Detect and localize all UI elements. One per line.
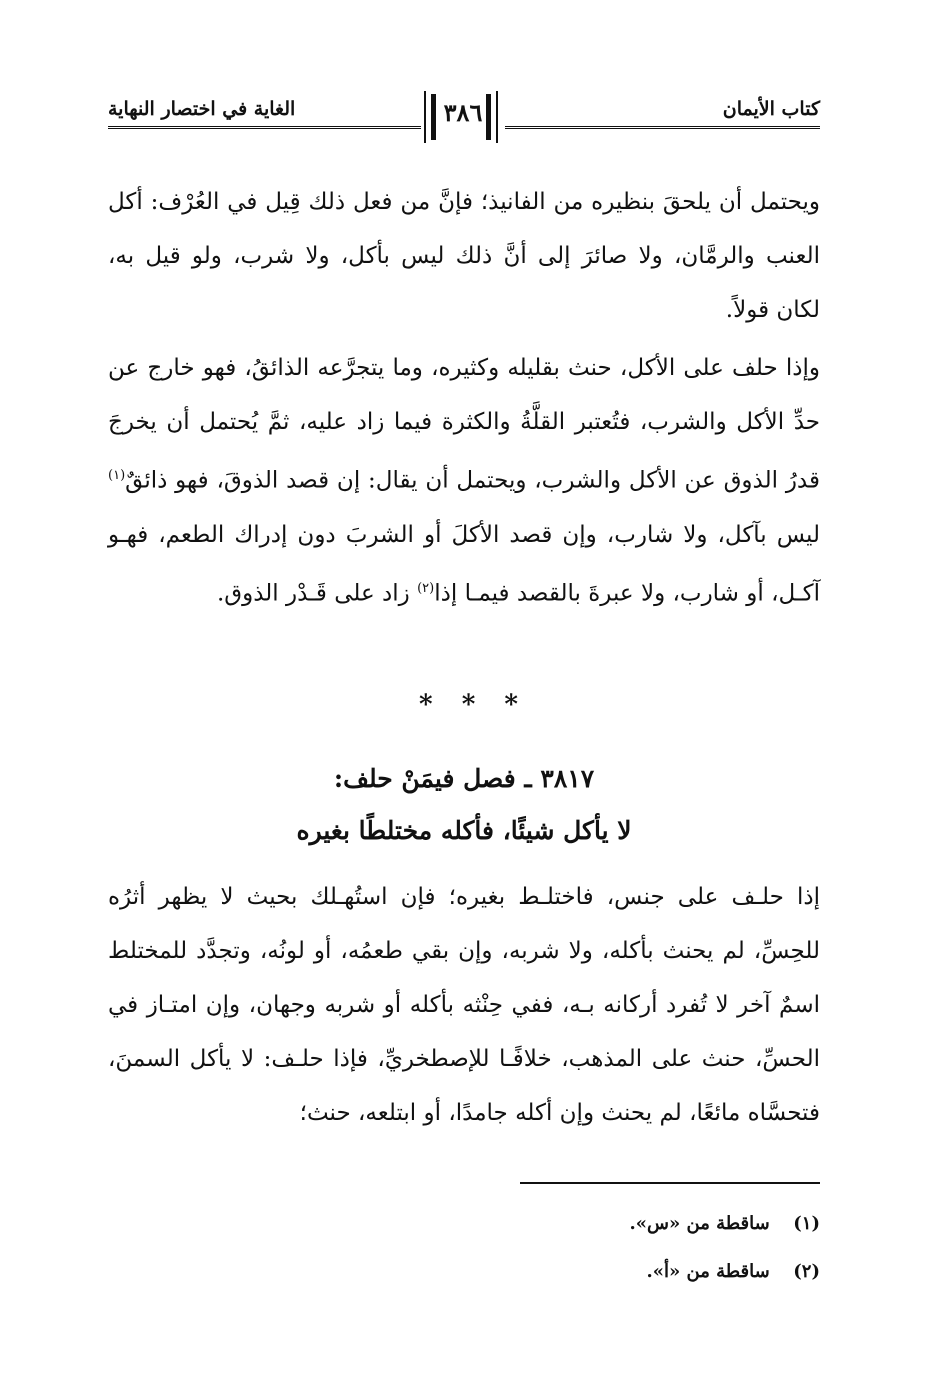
section-heading-line-1: ٣٨١٧ ـ فصل فيمَنْ حلف: bbox=[333, 764, 595, 793]
page-number: ٣٨٦ bbox=[443, 98, 483, 127]
footnote-number: (١) bbox=[793, 1213, 820, 1234]
footnote-1 bbox=[108, 1200, 820, 1248]
paragraph-2-part-c: زاد على قَـدْر الذوق. bbox=[216, 580, 418, 607]
section-separator: * * * bbox=[419, 690, 528, 720]
footnote-2 bbox=[108, 1248, 820, 1296]
page-number-box bbox=[421, 90, 505, 146]
paragraph-2-part-b: ليس بآكل، ولا شارب، وإن قصد الأكلَ أو الشربَ دون إدراك الطعم، فهـو آكـل، أو شارب، ولا عبرةَ بالقصد فيمـا إذا bbox=[108, 521, 820, 607]
footnote-ref-2: (٢) bbox=[417, 580, 435, 596]
footnote-text: ساقطة من «س». bbox=[629, 1213, 770, 1234]
footnote-ref-1: (١) bbox=[108, 468, 126, 483]
footnote-number: (٢) bbox=[793, 1261, 820, 1282]
paragraph-2 bbox=[108, 341, 820, 620]
footnote-rule bbox=[520, 1182, 820, 1184]
footnotes bbox=[108, 1200, 820, 1296]
book-title: الغاية في اختصار النهاية bbox=[108, 98, 296, 120]
paragraph-1: ويحتمل أن يلحقَ بنظيره من الفانيذ؛ فإنَّ من فعل ذلك قِيل في العُرْف: أكل العنب والرمَّان، ولا صائرَ إلى أنَّ ذلك ليس بأكل، ولا شرب، ولو قيل به، لكان قولاً. bbox=[108, 189, 820, 323]
running-header bbox=[108, 92, 820, 152]
paragraph-2-part-a: وإذا حلف على الأكل، حنث بقليله وكثيره، وما يتجرَّعه الذائقُ، فهو خارج عن حدِّ الأكل والشرب، فتُعتبر القلَّةُ والكثرة فيما زاد عليه، ثمَّ يُحتمل أن يخرجَ قدرُ الذوق عن الأكل والشرب، ويحتمل أن يقال: إن قصد الذوقَ، فهو ذائقٌ bbox=[108, 355, 820, 494]
section-heading-line-2: لا يأكل شيئًا، فأكله مختلطًا بغيره bbox=[296, 816, 632, 845]
section-heading bbox=[108, 753, 820, 857]
paragraph-3: إذا حلـف على جنس، فاختلـط بغيره؛ فإن استُهـلك بحيث لا يظهر أثرُه للحِسِّ، لم يحنث بأكله، ولا شربه، وإن بقي طعمُه، أو لونُه، وتجدَّد للمختلط اسمٌ آخر لا تُفرد أركانه بـه، ففي حِنْثه بأكله أو شربه وجهان، وإن امتـاز في الحسِّ، حنث على المذهب، خلافًـا للإصطخريِّ، فإذا حلـف: لا يأكل السمنَ، فتحسَّاه مائعًا، لم يحنث وإن أكله جامدًا، أو ابتلعه، حنث؛ bbox=[108, 884, 820, 1126]
footnote-text: ساقطة من «أ». bbox=[646, 1261, 770, 1282]
chapter-title: كتاب الأيمان bbox=[722, 98, 820, 120]
